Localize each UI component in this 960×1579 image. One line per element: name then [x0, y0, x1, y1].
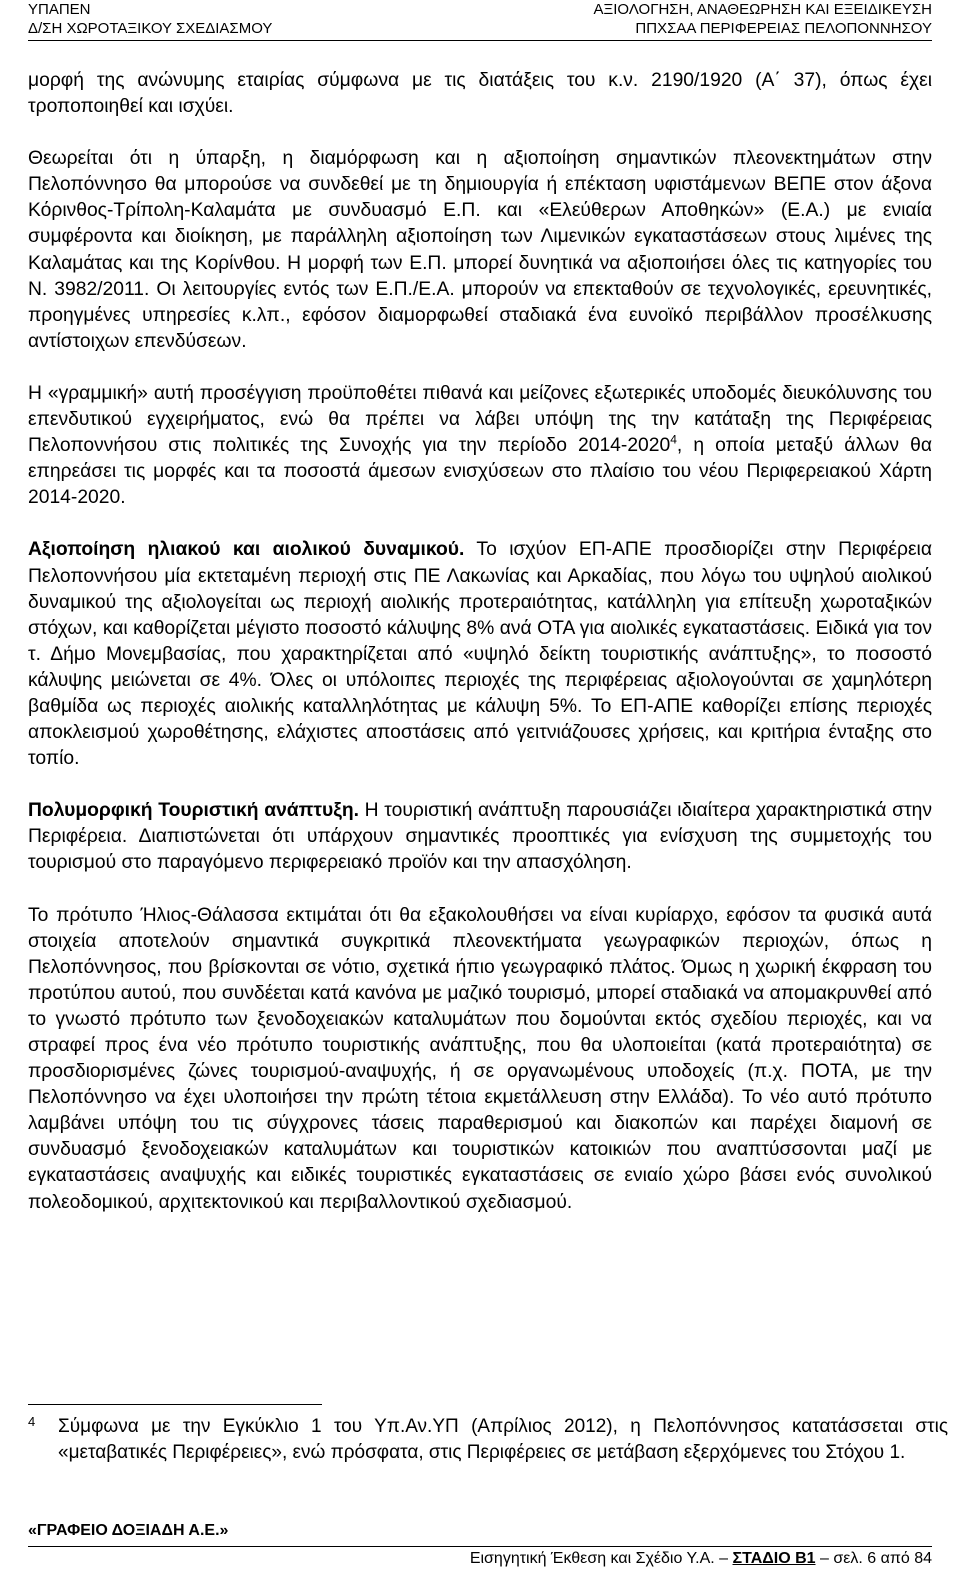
header-project-line1: ΑΞΙΟΛΟΓΗΣΗ, ΑΝΑΘΕΩΡΗΣΗ ΚΑΙ ΕΞΕΙΔΙΚΕΥΣΗ — [593, 1, 932, 18]
paragraph-5 — [28, 798, 932, 876]
footer-page-number: – σελ. 6 από 84 — [815, 1550, 932, 1567]
header-project-line2: ΠΠΧΣΑΑ ΠΕΡΙΦΕΡΕΙΑΣ ΠΕΛΟΠΟΝΝΗΣΟΥ — [635, 20, 932, 37]
footer-page-info — [470, 1550, 932, 1568]
paragraph-4 — [28, 537, 932, 772]
footnote-divider — [28, 1404, 322, 1405]
footnote-text: Σύμφωνα με την Εγκύκλιο 1 του Υπ.Αν.ΥΠ (Απρίλιος 2012), η Πελοπόννησος κατατάσσεται στις «μεταβατικές Περιφέρειες», ενώ πρόσφατα, στις Περιφέρειες σε μετάβαση εξερχόμενες του Στόχου 1. — [58, 1416, 948, 1463]
paragraph-3 — [28, 381, 932, 511]
section-heading-solar-wind: Αξιοποίηση ηλιακού και αιολικού δυναμικού. — [28, 539, 465, 561]
header-directorate: Δ/ΣΗ ΧΩΡΟΤΑΞΙΚΟΥ ΣΧΕΔΙΑΣΜΟΥ — [28, 20, 273, 37]
footnote-number: 4 — [28, 1414, 36, 1429]
paragraph-3-text-a: Η «γραμμική» αυτή προσέγγιση προϋποθέτει πιθανά και μείζονες εξωτερικές υποδομές διευκόλυνσης του επενδυτικού εγχειρήματος, ενώ θα πρέπει να λάβει υπόψη της την κατάταξη της Περιφέρειας Πελοποννήσου στις πολιτικές της Συνοχής για την περίοδο 2014-2020 — [28, 382, 932, 457]
paragraph-5-text: Η τουριστική ανάπτυξη παρουσιάζει ιδιαίτερα χαρακτηριστικά στην Περιφέρεια. Διαπιστώνεται ότι υπάρχουν σημαντικές προοπτικές για ενίσχυση της συμμετοχής του τουρισμού στο παραγόμενο περιφερειακό προϊόν και την απασχόληση. — [28, 800, 932, 874]
header-ministry: ΥΠΑΠΕΝ — [28, 1, 91, 18]
paragraph-1: μορφή της ανώνυμης εταιρίας σύμφωνα με τις διατάξεις του κ.ν. 2190/1920 (Α΄ 37), όπως έχει τροποποιηθεί και ισχύει. — [28, 70, 932, 118]
paragraph-3-text-b: , η οποία μεταξύ άλλων θα επηρεάσει τις μορφές και τα ποσοστά άμεσων ενισχύσεων στο πλαίσιο του νέου Περιφερειακού Χάρτη 2014-2020. — [28, 435, 932, 509]
paragraph-4-text: Το ισχύον ΕΠ-ΑΠΕ προσδιορίζει στην Περιφέρεια Πελοποννήσου μία εκτεταμένη περιοχή στις ΠΕ Λακωνίας και Αρκαδίας, που λόγω του υψηλού αιολικού δυναμικού της αξιολογείται ως περιοχή αιολικής προτεραιότητας, κατάλληλη για επίτευξη χωροταξικών στόχων, και καθορίζεται μέγιστο ποσοστό κάλυψης 8% ανά ΟΤΑ για αιολικές εγκαταστάσεις. Ειδικά για τον τ. Δήμο Μονεμβασίας, που χαρακτηρίζεται από «υψηλό δείκτη τουριστικής ανάπτυξης», το ποσοστό κάλυψης μειώνεται σε 4%. Όλες οι υπόλοιπες περιοχές της περιφέρειας αξιολογούνται σε χαμηλότερη βαθμίδα ως περιοχές αιολικής καταλληλότητας με κάλυψη 5%. Το ΕΠ-ΑΠΕ καθορίζει επίσης περιοχές αποκλεισμού χωροθέτησης, ελάχιστες αποστάσεις από γειτνιάζουσες χρήσεις, και κριτήρια ένταξης στο τοπίο. — [28, 539, 932, 770]
footer-phase: ΣΤΑΔΙΟ Β1 — [732, 1550, 816, 1567]
footer-office: «ΓΡΑΦΕΙΟ ΔΟΞΙΑΔΗ Α.Ε.» — [28, 1522, 229, 1539]
paragraph-6: Το πρότυπο Ήλιος-Θάλασσα εκτιμάται ότι θα εξακολουθήσει να είναι κυρίαρχο, εφόσον τα φυσικά αυτά στοιχεία αποτελούν σημαντικά συγκριτικά πλεονεκτήματα γεωγραφικών περιοχών, όπως η Πελοπόννησος, που βρίσκονται σε νότιο, σχετικά ήπιο γεωγραφικό πλάτος. Όμως η χωρική έκφραση του προτύπου αυτού, που συνδέεται κατά κανόνα με μαζικό τουρισμό, μπορεί σταδιακά να απομακρυνθεί από το γνωστό πρότυπο των ξενοδοχειακών καταλυμάτων που δομούνται εκτός σχεδίου περιοχές, και να στραφεί προς ένα νέο πρότυπο τουριστικής ανάπτυξης, που θα υλοποιείται (κατά προτεραιότητα) σε προσδιορισμένες ζώνες τουρισμού-αναψυχής, ή σε οργανωμένους υποδοχείς (π.χ. ΠΟΤΑ, με την Πελοπόννησο να έχει υλοποιήσει την πρώτη τέτοια εκμετάλλευση στην Ελλάδα). Το νέο αυτό πρότυπο λαμβάνει υπόψη του τις σύγχρονες τάσεις παραθερισμού και διακοπών και παρέχει διαμονή σε συνδυασμό ξενοδοχειακών καταλυμάτων και τουριστικών κατοικιών που αναπτύσσονται μαζί με εγκαταστάσεις αναψυχής και ειδικές τουριστικές εγκαταστάσεις σε ενιαίο χώρο βάσει ενός συνολικού πολεοδομικού, αρχιτεκτονικού και περιβαλλοντικού σχεδιασμού. — [28, 904, 932, 1213]
footer-divider — [28, 1546, 932, 1547]
header-divider — [28, 40, 932, 41]
footnote — [28, 1414, 948, 1466]
page-header — [28, 0, 932, 40]
header-right — [594, 0, 933, 38]
header-left — [28, 0, 272, 38]
paragraph-2: Θεωρείται ότι η ύπαρξη, η διαμόρφωση και η αξιοποίηση σημαντικών πλεονεκτημάτων στην Πελοπόννησο θα μπορούσε να συνδεθεί με τη δημιουργία ή επέκταση υφιστάμενων ΒΕΠΕ στον άξονα Κόρινθος-Τρίπολη-Καλαμάτα με συνδυασμό Ε.Π. και «Ελεύθερων Αποθηκών» (Ε.Α.) με ενιαία συμφέροντα και διοίκηση, με παράλληλη αξιοποίηση των Λιμενικών εγκαταστάσεων στους λιμένες της Καλαμάτας και της Κορίνθου. Η μορφή των Ε.Π. μπορεί δυνητικά να αξιοποιήσει όλες τις κατηγορίες του Ν. 3982/2011. Οι λειτουργίες εντός των Ε.Π./Ε.Α. μπορούν να επεκταθούν σε τεχνολογικές, ερευνητικές, προηγμένες υπηρεσίες κ.λπ., εφόσον διαμορφωθεί σταδιακά ένα ευνοϊκό περιβάλλον προσέλκυσης αντίστοιχων επενδύσεων. — [28, 148, 932, 352]
document-body — [28, 68, 932, 1242]
footer-report: Εισηγητική Έκθεση και Σχέδιο Υ.Α. – — [469, 1550, 733, 1567]
footnote-reference: 4 — [670, 432, 677, 447]
section-heading-tourism: Πολυμορφική Τουριστική ανάπτυξη. — [28, 800, 359, 822]
